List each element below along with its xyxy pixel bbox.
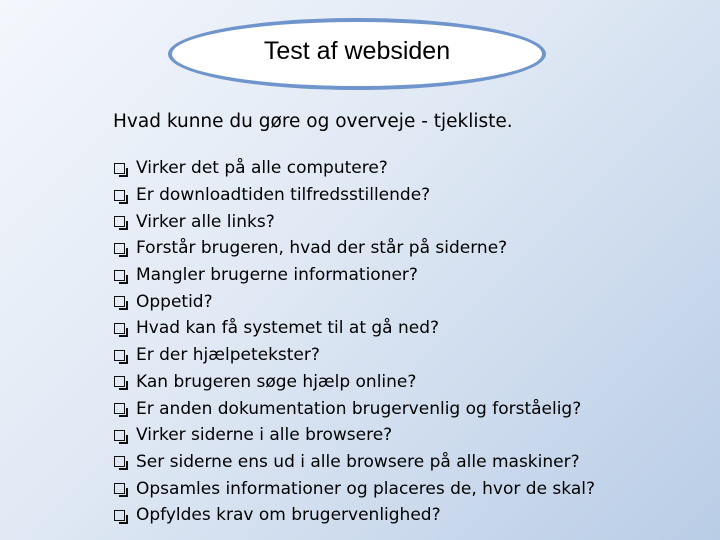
checkbox-icon <box>114 430 125 441</box>
title-oval <box>168 18 546 90</box>
slide-title: Test af websiden <box>263 36 451 65</box>
checklist-heading: Hvad kunne du gøre og overveje - tjekliste. <box>113 111 513 132</box>
checklist-item: Er anden dokumentation brugervenlig og forståelig? <box>111 395 595 422</box>
checklist-item: Opsamles informationer og placeres de, hvor de skal? <box>111 475 595 502</box>
checkbox-icon <box>114 403 125 414</box>
checklist-item: Er downloadtiden tilfredsstillende? <box>111 182 595 209</box>
checkbox-icon <box>114 350 125 361</box>
checkbox-icon <box>114 243 125 254</box>
checkbox-icon <box>114 456 125 467</box>
checklist-item: Virker det på alle computere? <box>111 155 595 182</box>
checklist-item: Forstår brugeren, hvad der står på siderne? <box>111 235 595 262</box>
checkbox-icon <box>114 376 125 387</box>
checklist-item: Oppetid? <box>111 288 595 315</box>
checkbox-icon <box>114 190 125 201</box>
checklist-item: Virker alle links? <box>111 208 595 235</box>
checkbox-icon <box>114 510 125 521</box>
checkbox-icon <box>114 323 125 334</box>
checklist-item: Hvad kan få systemet til at gå ned? <box>111 315 595 342</box>
checklist <box>111 155 595 529</box>
checkbox-icon <box>114 270 125 281</box>
checkbox-icon <box>114 483 125 494</box>
checklist-item: Kan brugeren søge hjælp online? <box>111 369 595 396</box>
checklist-item: Er der hjælpetekster? <box>111 342 595 369</box>
checklist-item: Opfyldes krav om brugervenlighed? <box>111 502 595 529</box>
checklist-item: Virker siderne i alle browsere? <box>111 422 595 449</box>
checklist-item: Mangler brugerne informationer? <box>111 262 595 289</box>
checkbox-icon <box>114 296 125 307</box>
checkbox-icon <box>114 163 125 174</box>
checklist-item: Ser siderne ens ud i alle browsere på alle maskiner? <box>111 449 595 476</box>
checkbox-icon <box>114 216 125 227</box>
